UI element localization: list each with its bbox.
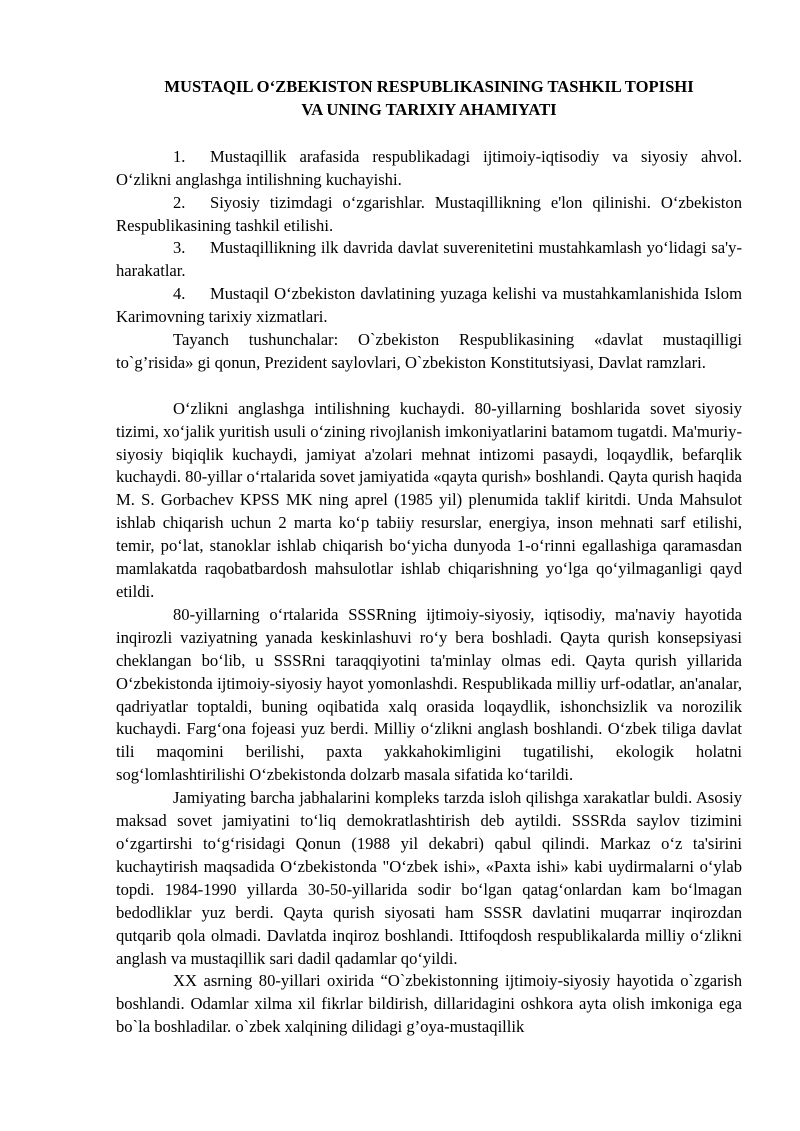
outline-text: Mustaqil O‘zbekiston davlatining yuzaga kelishi va mustahkamlanishida Islom Karimovning tarixiy xizmatlari. (116, 284, 742, 327)
key-concepts: Tayanch tushunchalar: O`zbekiston Respublikasining «davlat mustaqilligi to`g’risida» gi qonun, Prezident saylovlari, O`zbekiston Konstitutsiyasi, Davlat ramzlari. (116, 330, 742, 372)
outline-number: 2. (173, 192, 186, 212)
title-line-2: VA UNING TARIXIY AHAMIYATI (301, 99, 557, 119)
outline-item (116, 237, 742, 283)
outline-item (116, 192, 742, 238)
outline-item (116, 283, 742, 329)
body-paragraph: XX asrning 80-yillari oxirida “O`zbekistonning ijtimoiy-siyosiy hayotida o`zgarish boshlandi. Odamlar xilma xil fikrlar bildirish, dillaridagini oshkora ayta olish imkoniga ega bo`la boshladilar. o`zbek xalqining dilidagi g’oya-mustaqillik (116, 971, 742, 1037)
outline-number: 1. (173, 146, 186, 166)
outline-item (116, 146, 742, 192)
document-title (116, 76, 742, 122)
title-line-1: MUSTAQIL O‘ZBEKISTON RESPUBLIKASINING TASHKIL TOPISHI (164, 77, 694, 96)
body-paragraph: 80-yillarning o‘rtalarida SSSRning ijtimoiy-siyosiy, iqtisodiy, ma'naviy hayotida inqirozli vaziyatning yanada keskinlashuvi ro‘y bera boshladi. Qayta qurish konsepsiyasi cheklangan bo‘lib, u SSSRni taraqqiyotini ta'minlay olmas edi. Qayta qurish yillarida O‘zbekistonda ijtimoiy-siyosiy hayot yomonlashdi. Respublikada milliy urf-odatlar, an'analar, qadriyatlar toptaldi, buning oqibatida xalq orasida loqaydlik, ishonchsizlik va norozilik kuchaydi. Farg‘ona fojeasi yuz berdi. Milliy o‘zlikni anglash boshlandi. O‘zbek tiliga davlat tili maqomini berilishi, paxta yakkahokimligini tugatilishi, ekologik holatni sog‘lomlashtirilishi O‘zbekistonda dolzarb masala sifatida ko‘tarildi. (116, 604, 742, 785)
outline-number: 4. (173, 284, 186, 304)
outline-text: Mustaqillik arafasida respublikadagi ijtimoiy-iqtisodiy va siyosiy ahvol. O‘zlikni anglashga intilishning kuchayishi. (116, 146, 742, 189)
outline-text: Siyosiy tizimdagi o‘zgarishlar. Mustaqillikning e'lon qilinishi. O‘zbekiston Respublikasining tashkil etilishi. (116, 192, 742, 235)
body-paragraph: Jamiyating barcha jabhalarini kompleks tarzda isloh qilishga xarakatlar buldi. Asosiy maksad sovet jamiyatini to‘liq demokratlashtirish deb aytildi. SSSRda saylov tizimini o‘zgartirshi to‘g‘risidagi Qonun (1988 yil dekabri) qabul qilindi. Markaz o‘z ta'sirini kuchaytirish maqsadida O‘zbekistonda "O‘zbek ishi», «Paxta ishi» kabi uydirmalarni o‘ylab topdi. 1984-1990 yillarda 30-50-yillarida sodir bo‘lgan qatag‘onlardan kam bo‘lmagan bedodliklar yuz berdi. Qayta qurish siyosati ham SSSR davlatini muqarrar inqirozdan qutqarib qola olmadi. Davlatda inqiroz boshlandi. Ittifoqdosh respublikalarda milliy o‘zlikni anglash va mustaqillik sari dadil qadamlar qo‘yildi. (116, 788, 742, 968)
body-paragraph: O‘zlikni anglashga intilishning kuchaydi. 80-yillarning boshlarida sovet siyosiy tizimi, xo‘jalik yuritish usuli o‘zining rivojlanish imkoniyatlarini batamom tugatdi. Ma'muriy-siyosiy biqiqlik kuchaydi, jamiyat a'zolari mehnat intizomi pasaydi, loqaydlik, befarqlik kuchaydi. 80-yillar o‘rtalarida sovet jamiyatida «qayta qurish» boshlandi. Qayta qurish haqida M. S. Gorbachev KPSS MK ning aprel (1985 yil) plenumida taklif kiritdi. Unda Mahsulot ishlab chiqarish uchun 2 marta ko‘p tabiiy resurslar, energiya, inson mehnati sarf etilishi, temir, po‘lat, stanoklar ishlab chiqarish bo‘yicha dunyoda 1-o‘rinni egallashiga qaramasdan mamlakatda raqobatbardosh mahsulotlar ishlab chiqarishning yo‘lga qo‘yilmaganligi qayd etildi. (116, 398, 742, 602)
outline-number: 3. (173, 238, 186, 258)
outline-text: Mustaqillikning ilk davrida davlat suverenitetini mustahkamlash yo‘lidagi sa'y-harakatlar. (116, 238, 742, 281)
document-page (116, 76, 742, 1039)
